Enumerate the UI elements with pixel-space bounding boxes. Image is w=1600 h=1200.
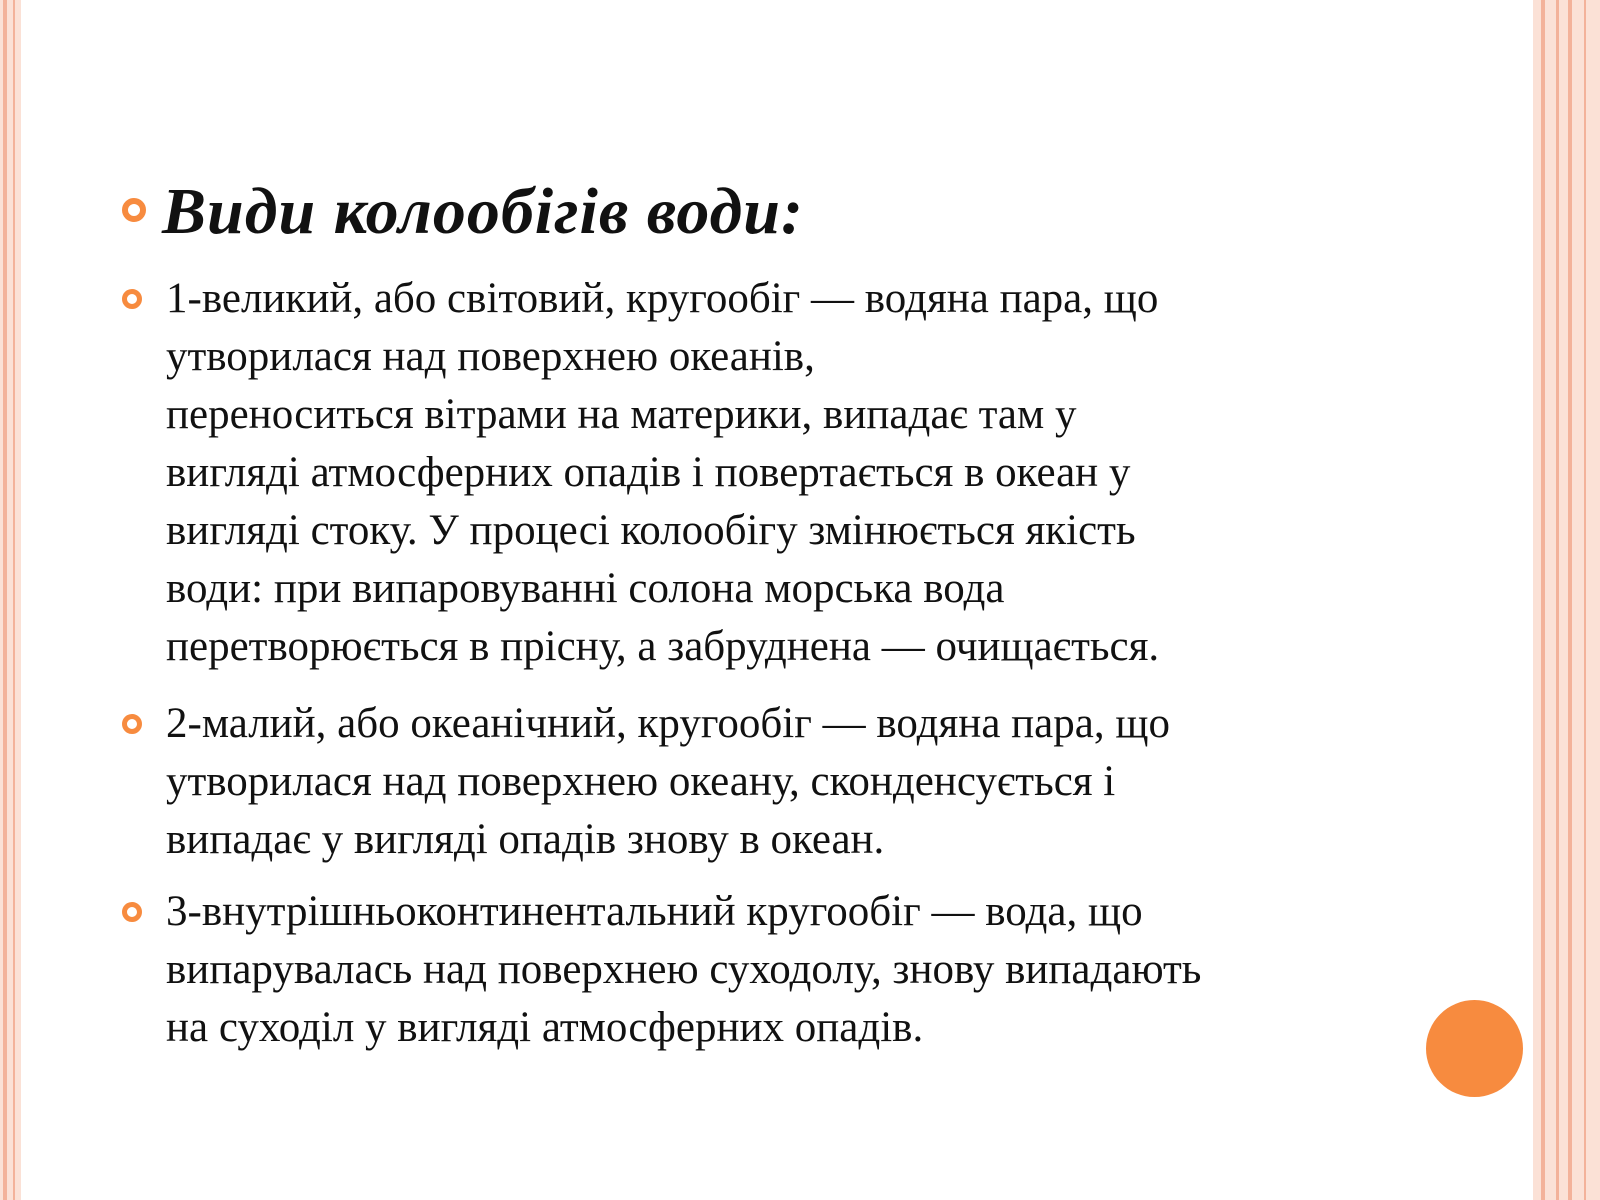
right-border-stripe [1556, 0, 1559, 1200]
bullet-icon [122, 714, 142, 734]
title-bullet-icon [122, 198, 146, 222]
right-border-stripe [1541, 0, 1545, 1200]
bullet-icon [122, 289, 142, 309]
slide-title-row [117, 170, 1477, 260]
bullet-text: 2-малий, або океанічний, кругообіг — водяна пара, що утворилася над поверхнею океану, сконденсується і випадає у вигляді опадів знову в океан. [166, 700, 1170, 863]
bullet-item-world-cycle [117, 270, 1507, 680]
bullet-item-continental-cycle [117, 883, 1507, 1063]
bullet-text: 3-внутрішньоконтинентальний кругообіг — вода, що випарувалась над поверхнею суходолу, знову випадають на суходіл у вигляді атмосферних опадів. [166, 888, 1202, 1051]
left-border-stripe [3, 0, 7, 1200]
slide-panel [21, 0, 1533, 1200]
bullet-item-ocean-cycle [117, 695, 1507, 875]
slide-title: Види колообігів води: [162, 175, 804, 248]
bullet-icon [122, 902, 142, 922]
bullet-text: 1-великий, або світовий, кругообіг — водяна пара, що утворилася над поверхнею океанів, переноситься вітрами на материки, випадає там у вигляді атмосферних опадів і повертається в океан у вигляді стоку. У процесі колообігу змінюється якість води: при випаровуванні солона морська вода перетворюється в прісну, а забруднена — очищається. [166, 275, 1160, 670]
right-border-stripe [1584, 0, 1586, 1200]
right-border-stripe [1568, 0, 1572, 1200]
left-border-stripe [13, 0, 15, 1200]
decorative-orange-circle [1426, 1000, 1523, 1097]
